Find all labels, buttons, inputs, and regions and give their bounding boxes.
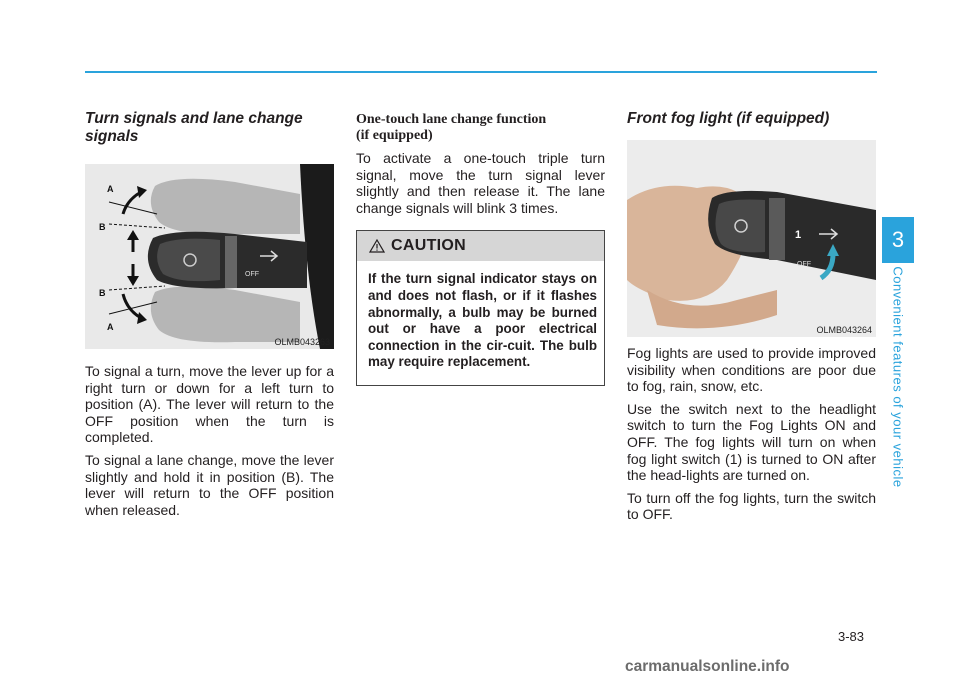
column-one-touch xyxy=(356,112,605,386)
paragraph: To turn off the fog lights, turn the switch to OFF. xyxy=(627,489,876,523)
caution-title: CAUTION xyxy=(391,237,466,255)
column-turn-signals xyxy=(85,110,334,524)
label-b-bottom: B xyxy=(99,288,106,298)
header-rule xyxy=(85,71,877,73)
switch-number-label: 1 xyxy=(795,229,802,241)
turn-signal-lever-figure xyxy=(85,164,334,349)
column-fog-light xyxy=(627,110,876,529)
paragraph: To signal a lane change, move the lever slightly and hold it in position (B). The lever will return to the OFF position when released. xyxy=(85,451,334,518)
section-heading-turn-signals: Turn signals and lane change signals xyxy=(85,110,303,145)
off-position-label: OFF xyxy=(797,261,811,268)
caution-box xyxy=(356,230,605,386)
label-b-top: B xyxy=(99,222,106,232)
chapter-title-vertical: Convenient features of your vehicle xyxy=(890,266,906,488)
caution-header xyxy=(357,231,604,261)
fog-light-switch-figure xyxy=(627,140,876,337)
paragraph: To signal a turn, move the lever up for a right turn or down for a left turn to position (A). The lever will return to the OFF position when the turn is completed. xyxy=(85,363,334,446)
paragraph: Use the switch next to the headlight switch to turn the Fog Lights ON and OFF. The fog lights will turn on when fog light switch (1) is turned to ON after the head-lights are turned on. xyxy=(627,400,876,484)
caution-text: If the turn signal indicator stays on and does not flash, or if it flashes abnormally, a bulb may be burned out or have a poor electrical connection in the cir-cuit. The bulb may require replacement. xyxy=(368,271,597,370)
heading-line-1: One-touch lane change function xyxy=(356,112,547,127)
watermark: carmanualsonline.info xyxy=(625,658,790,675)
figure-code-label: OLMB043264 xyxy=(816,325,872,335)
label-a-bottom: A xyxy=(107,322,114,332)
figure-code-label: OLMB043263 xyxy=(274,337,330,347)
label-a-top: A xyxy=(107,184,114,194)
paragraph: Fog lights are used to provide improved visibility when conditions are poor due to fog, rain, snow, etc. xyxy=(627,345,876,395)
chapter-number-tab: 3 xyxy=(882,217,914,263)
section-heading-one-touch xyxy=(356,112,605,144)
turn-signal-lever-illustration xyxy=(85,164,334,349)
heading-line-2: (if equipped) xyxy=(356,128,433,143)
off-position-label: OFF xyxy=(245,271,259,278)
paragraph: To activate a one-touch triple turn signal, move the turn signal lever slightly and then release it. The lane change signals will blink 3 times. xyxy=(356,150,605,216)
warning-triangle-icon xyxy=(369,239,385,253)
page-number: 3-83 xyxy=(838,629,865,644)
section-heading-fog-light: Front fog light (if equipped) xyxy=(627,110,830,127)
fog-light-switch-illustration xyxy=(627,140,876,337)
